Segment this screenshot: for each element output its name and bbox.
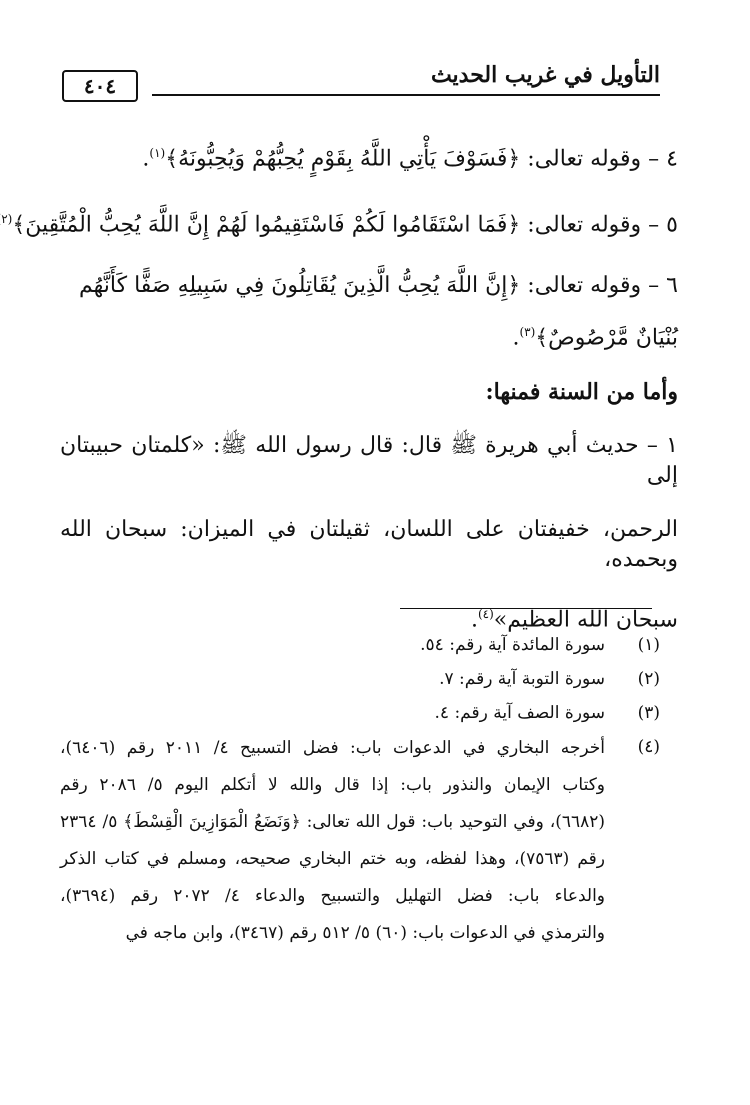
footnote-line: والترمذي في الدعوات باب: (٦٠) ٥/ ٥١٢ رقم (٣٤٦٧)، وابن ماجه في xyxy=(125,923,605,943)
running-title: التأويل في غريب الحديث xyxy=(430,62,660,88)
footnote-2 xyxy=(60,662,660,696)
hadith-text: سبحان الله العظيم» xyxy=(493,607,678,633)
footnote-text xyxy=(60,730,605,952)
footnote-text: سورة المائدة آية رقم: ٥٤. xyxy=(420,635,605,655)
quran-text: ﴿إِنَّ اللَّهَ يُحِبُّ الَّذِينَ يُقَاتِلُونَ فِي سَبِيلِهِ صَفًّا كَأَنَّهُم xyxy=(79,272,521,298)
footnote-separator xyxy=(400,608,652,609)
footnotes xyxy=(60,628,660,952)
hadith-line-1: ١ – حديث أبي هريرة ﷺ قال: قال رسول الله ﷺ: «كلمتان حبيبتان إلى xyxy=(60,432,678,488)
footnote-number: (٤) xyxy=(637,737,660,757)
verse-suffix: . xyxy=(512,324,520,350)
header-rule xyxy=(152,94,660,96)
footnote-ref: (٢ xyxy=(1,212,13,227)
footnote-line: رقم (٧٥٦٣)، وهذا لفظه، وبه ختم البخاري صحيحه، ومسلم في كتاب الذكر xyxy=(60,849,605,869)
quran-text: ﴿فَسَوْفَ يَأْتِي اللَّهُ بِقَوْمٍ يُحِبُّهُمْ وَيُحِبُّونَهُ﴾ xyxy=(165,146,521,172)
page-header xyxy=(62,56,660,106)
footnote-4 xyxy=(60,730,660,952)
verse-4 xyxy=(60,138,678,174)
hadith-line-2: الرحمن، خفيفتان على اللسان، ثقيلتان في الميزان: سبحان الله وبحمده، xyxy=(60,516,678,572)
hadith-suffix: . xyxy=(470,607,478,633)
verse-5 xyxy=(1,204,678,240)
quran-text: ﴿فَمَا اسْتَقَامُوا لَكُمْ فَاسْتَقِيمُوا لَهُمْ إِنَّ اللَّهَ يُحِبُّ الْمُتَّقِينَ﴾ xyxy=(12,212,521,238)
footnote-line: أخرجه البخاري في الدعوات باب: فضل التسبيح ٤/ ٢٠١١ رقم (٦٤٠٦)، xyxy=(60,738,605,758)
footnote-ref: (٤) xyxy=(477,606,494,621)
verse-prefix: ٥ – وقوله تعالى: xyxy=(520,212,678,238)
sunnah-heading: وأما من السنة فمنها: xyxy=(485,378,678,405)
footnote-number: (١) xyxy=(637,635,660,655)
footnote-number: (٣) xyxy=(637,703,660,723)
quran-text: بُنْيَانٌ مَّرْصُوصٌ﴾ xyxy=(535,324,678,350)
footnote-line: والدعاء باب: فضل التهليل والتسبيح والدعاء ٤/ ٢٠٧٢ رقم (٣٦٩٤)، xyxy=(60,886,606,906)
verse-6 xyxy=(60,271,678,301)
footnote-3 xyxy=(60,696,660,730)
verse-prefix: ٦ – وقوله تعالى: xyxy=(520,272,678,298)
verse-prefix: ٤ – وقوله تعالى: xyxy=(520,146,678,172)
verse-suffix: . xyxy=(142,146,150,172)
footnote-ref: (٣) xyxy=(519,324,536,339)
footnote-line: (٦٦٨٢)، وفي التوحيد باب: قول الله تعالى: ﴿وَنَضَعُ الْمَوَازِينَ الْقِسْطَ﴾ ٥/ ٢٣٦٤ xyxy=(60,812,605,832)
footnote-1 xyxy=(60,628,660,662)
footnote-line: وكتاب الإيمان والنذور باب: إذا قال والله لا أتكلم اليوم ٥/ ٢٠٨٦ رقم xyxy=(60,775,606,795)
verse-6-continued xyxy=(60,317,678,353)
footnote-number: (٢) xyxy=(637,669,660,689)
main-text xyxy=(1,138,678,659)
footnote-text: سورة التوبة آية رقم: ٧. xyxy=(439,669,605,689)
footnote-text: سورة الصف آية رقم: ٤. xyxy=(434,703,605,723)
page-number: ٤٠٤ xyxy=(62,70,138,102)
footnote-ref: (١) xyxy=(149,146,166,160)
